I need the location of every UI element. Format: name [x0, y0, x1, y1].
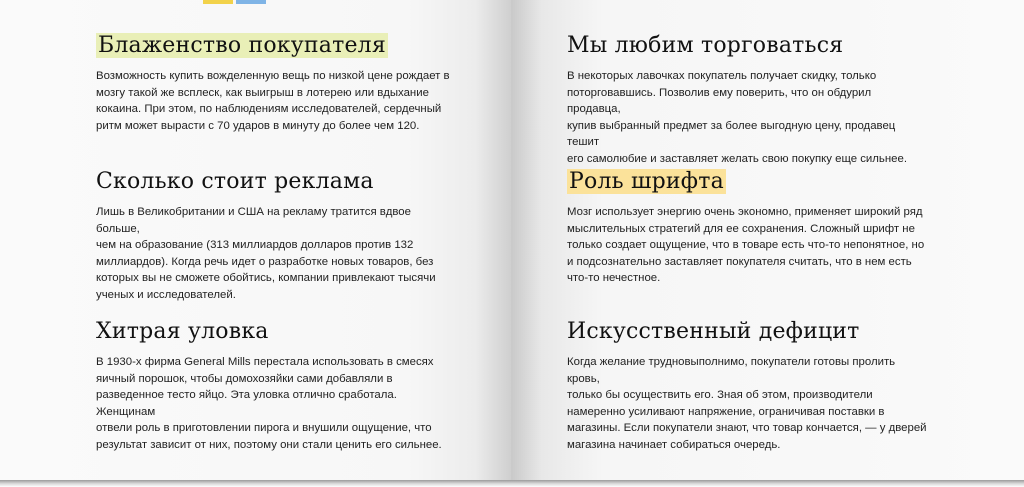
body-line: В 1930-х фирма General Mills перестала использовать в смесях [96, 356, 434, 368]
section-artificial-scarcity [567, 318, 927, 454]
section-body [96, 68, 456, 134]
body-line: магазина начинает собираться очередь. [567, 438, 781, 451]
body-line: купив выбранный предмет за более выгодную цену, продавец тешит [567, 119, 896, 149]
body-line: только бы осуществить его. Зная об этом, производители [567, 389, 873, 402]
section-heading [96, 32, 456, 59]
body-line: что-то нечестное. [567, 272, 661, 285]
body-line: и подсознательно заставляет покупателя считать, что в нем есть [567, 255, 912, 268]
body-line: которых вы не сможете обойтись, компании привлекают тысячи [96, 272, 436, 285]
body-line: разведенное тесто яйцо. Эта уловка отлично сработала. Женщинам [96, 389, 397, 418]
body-line: результат зависит от них, поэтому они стали ценить его сильнее. [96, 438, 442, 451]
heading-highlight: Роль шрифта [569, 169, 724, 194]
section-body [567, 204, 927, 287]
body-line: отвели роль в приготовлении пирога и внушили ощущение, что [96, 422, 432, 435]
body-line: ученых и исследователей. [96, 288, 236, 301]
body-line: мыслительных стратегий для ее сохранения. Сложный шрифт не [567, 222, 915, 235]
body-line: Возможность купить вожделенную вещь по низкой цене рождает в [96, 70, 450, 82]
blue-bookmark-tab [236, 0, 266, 4]
body-line: Лишь в Великобритании и США на рекламу тратится вдвое больше, [96, 206, 411, 235]
body-line: только создает ощущение, что в товаре есть что-то непонятное, но [567, 239, 925, 252]
body-line: миллиардов). Когда речь идет о разработке новых товаров, без [96, 255, 434, 268]
section-heading: Сколько стоит реклама [96, 169, 374, 194]
section-heading: Искусственный дефицит [567, 319, 860, 344]
section-heading: Мы любим торговаться [567, 33, 844, 58]
body-line: Когда желание трудновыполнимо, покупатели готовы пролить кровь, [567, 356, 896, 385]
body-line: поторговавшись. Позволив ему поверить, что он обдурил продавца, [567, 86, 872, 116]
book-bottom-shadow [0, 480, 1024, 487]
section-advertising-cost [96, 168, 456, 304]
section-body [567, 68, 927, 168]
section-bargaining [567, 32, 927, 168]
yellow-bookmark-tab [203, 0, 233, 4]
body-line: ритм может вырасти с 70 ударов в минуту до более чем 120. [96, 119, 420, 132]
section-body [96, 204, 456, 304]
section-body [96, 354, 456, 454]
section-font-role [567, 168, 927, 287]
body-line: В некоторых лавочках покупатель получает скидку, только [567, 70, 877, 82]
body-line: намеренно усиливают напряжение, ограничивая поставки в [567, 405, 885, 418]
body-line: его самолюбие и заставляет желать свою покупку еще сильнее. [567, 152, 907, 165]
body-line: яичный порошок, чтобы домохозяйки сами добавляли в [96, 372, 393, 385]
section-heading: Хитрая уловка [96, 319, 269, 344]
body-line: Мозг использует энергию очень экономно, применяет широкий ряд [567, 206, 923, 218]
heading-highlight: Блаженство покупателя [98, 33, 386, 58]
body-line: магазины. Если покупатели знают, что товар кончается, — у дверей [567, 422, 927, 435]
body-line: чем на образование (313 миллиардов долларов против 132 [96, 239, 414, 252]
section-shopper-bliss [96, 32, 456, 134]
body-line: мозгу такой же всплеск, как выигрыш в лотерею или вдыхание [96, 86, 429, 99]
section-clever-trick [96, 318, 456, 454]
section-heading [567, 168, 927, 195]
body-line: кокаина. При этом, по наблюдениям исследователей, сердечный [96, 103, 442, 116]
section-body [567, 354, 927, 454]
